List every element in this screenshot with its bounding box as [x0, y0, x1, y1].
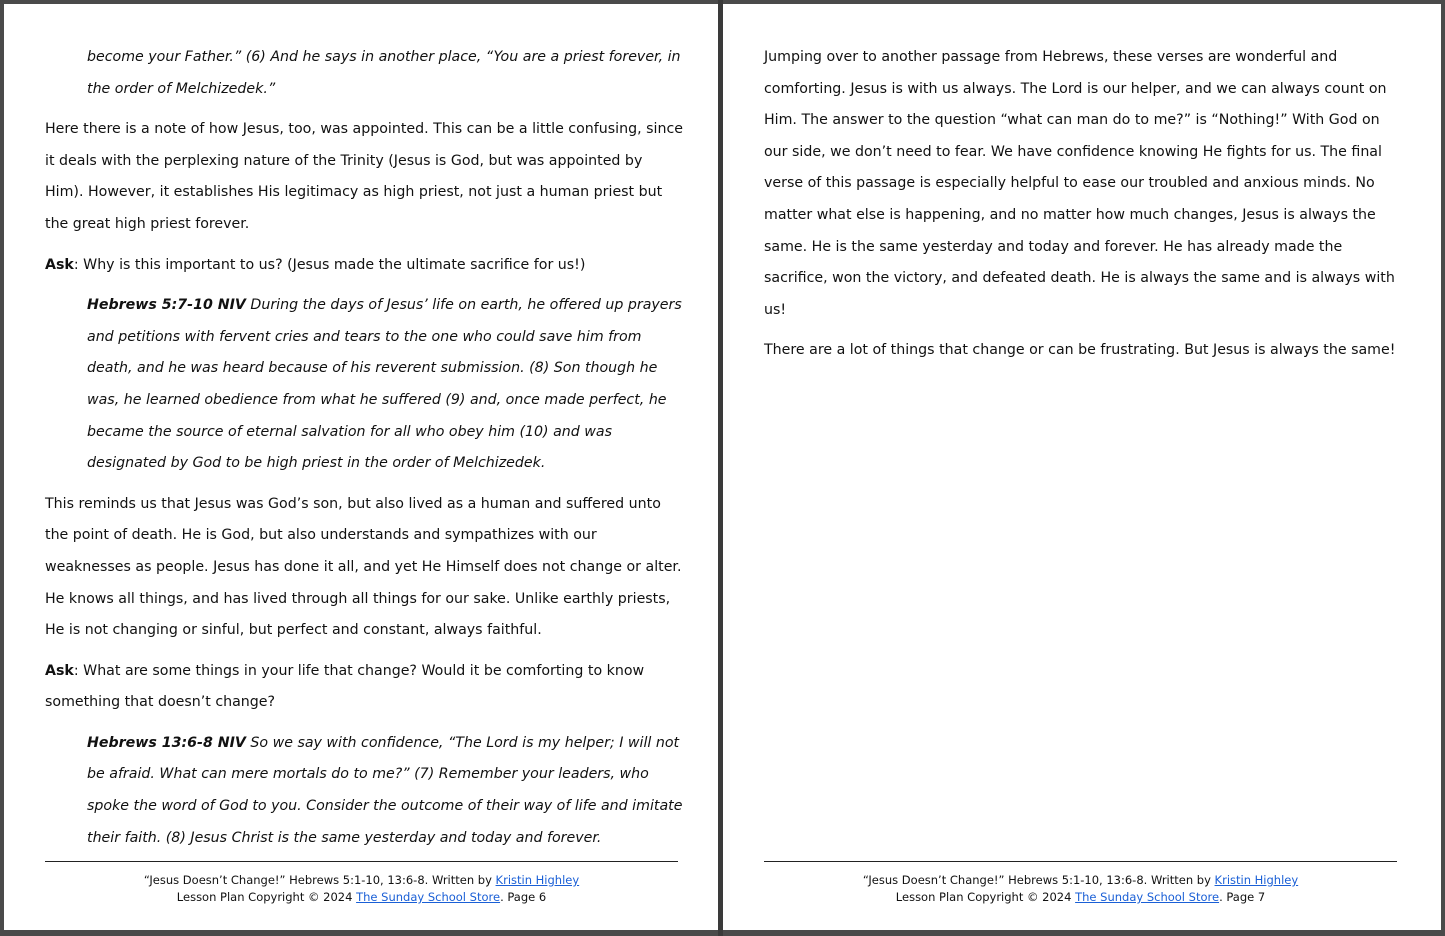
- author-link[interactable]: Kristin Highley: [1214, 873, 1299, 887]
- commentary-paragraph: Jumping over to another passage from Hebrews, these verses are wonderful and comforting. Jesus is with us always. The Lord is our helper, and we can always count on Him. The answer to the question “what can man do to me?” is “Nothing!” With God on our side, we don’t need to fear. We have confidence knowing He fights for us. The final verse of this passage is especially helpful to ease our troubled and anxious minds. No matter what else is happening, and no matter how much changes, Jesus is always the same. He is the same yesterday and today and forever. He has already made the sacrifice, won the victory, and defeated death. He is always the same and is always with us!: [764, 49, 1395, 318]
- ask-text: : What are some things in your life that change? Would it be comforting to know something that doesn’t change?: [45, 662, 645, 711]
- store-link[interactable]: The Sunday School Store: [356, 890, 501, 904]
- footer-line-2: [764, 889, 1397, 906]
- footer-title: “Jesus Doesn’t Change!” Hebrews 5:1-10, 13:6-8. Written by: [143, 873, 496, 887]
- ask-text: : Why is this important to us? (Jesus made the ultimate sacrifice for us!): [73, 256, 586, 273]
- ask-question: [45, 656, 685, 719]
- footer-page-number: . Page 6: [500, 890, 547, 904]
- ask-question: [45, 250, 685, 282]
- store-link[interactable]: The Sunday School Store: [1075, 890, 1220, 904]
- ask-label: Ask: [45, 662, 74, 679]
- page-7-content: [764, 42, 1404, 376]
- footer-copyright: Lesson Plan Copyright © 2024: [176, 890, 357, 904]
- footer-copyright: Lesson Plan Copyright © 2024: [895, 890, 1076, 904]
- commentary-paragraph: This reminds us that Jesus was God’s son, but also lived as a human and suffered unto the point of death. He is God, but also understands and sympathizes with our weaknesses as people. Jesus has done it all, and yet He Himself does not change or alter. He knows all things, and has lived through all things for our sake. Unlike earthly priests, He is not changing or sinful, but perfect and constant, always faithful.: [45, 495, 682, 639]
- scripture-quote: [87, 290, 685, 480]
- page-7: [723, 4, 1441, 930]
- page-6-content: [45, 42, 685, 863]
- footer-line-2: [45, 889, 678, 906]
- scripture-continuation: become your Father.” (6) And he says in another place, “You are a priest forever, in the order of Melchizedek.”: [87, 49, 681, 97]
- footer-title: “Jesus Doesn’t Change!” Hebrews 5:1-10, 13:6-8. Written by: [862, 873, 1215, 887]
- footer-page-number: . Page 7: [1219, 890, 1266, 904]
- commentary-paragraph: There are a lot of things that change or can be frustrating. But Jesus is always the same!: [764, 342, 1396, 359]
- scripture-text: So we say with confidence, “The Lord is my helper; I will not be afraid. What can mere mortals do to me?” (7) Remember your leaders, who spoke the word of God to you. Consider the outcome of their way of life and imitate their faith. (8) Jesus Christ is the same yesterday and today and forever.: [87, 734, 683, 846]
- page-footer: [764, 861, 1397, 906]
- scripture-reference: Hebrews 13:6-8 NIV: [87, 734, 246, 751]
- footer-line-1: [764, 872, 1397, 889]
- scripture-text: During the days of Jesus’ life on earth, he offered up prayers and petitions with fervent cries and tears to the one who could save him from death, and he was heard because of his reverent submission. (8) Son though he was, he learned obedience from what he suffered (9) and, once made perfect, he became the source of eternal salvation for all who obey him (10) and was designated by God to be high priest in the order of Melchizedek.: [87, 297, 682, 472]
- ask-label: Ask: [45, 256, 74, 273]
- scripture-reference: Hebrews 5:7-10 NIV: [87, 297, 246, 314]
- scripture-quote: [87, 728, 685, 854]
- page-6: [4, 4, 718, 930]
- page-footer: [45, 861, 678, 906]
- author-link[interactable]: Kristin Highley: [495, 873, 580, 887]
- footer-line-1: [45, 872, 678, 889]
- commentary-paragraph: Here there is a note of how Jesus, too, was appointed. This can be a little confusing, since it deals with the perplexing nature of the Trinity (Jesus is God, but was appointed by Him). However, it establishes His legitimacy as high priest, not just a human priest but the great high priest forever.: [45, 121, 683, 232]
